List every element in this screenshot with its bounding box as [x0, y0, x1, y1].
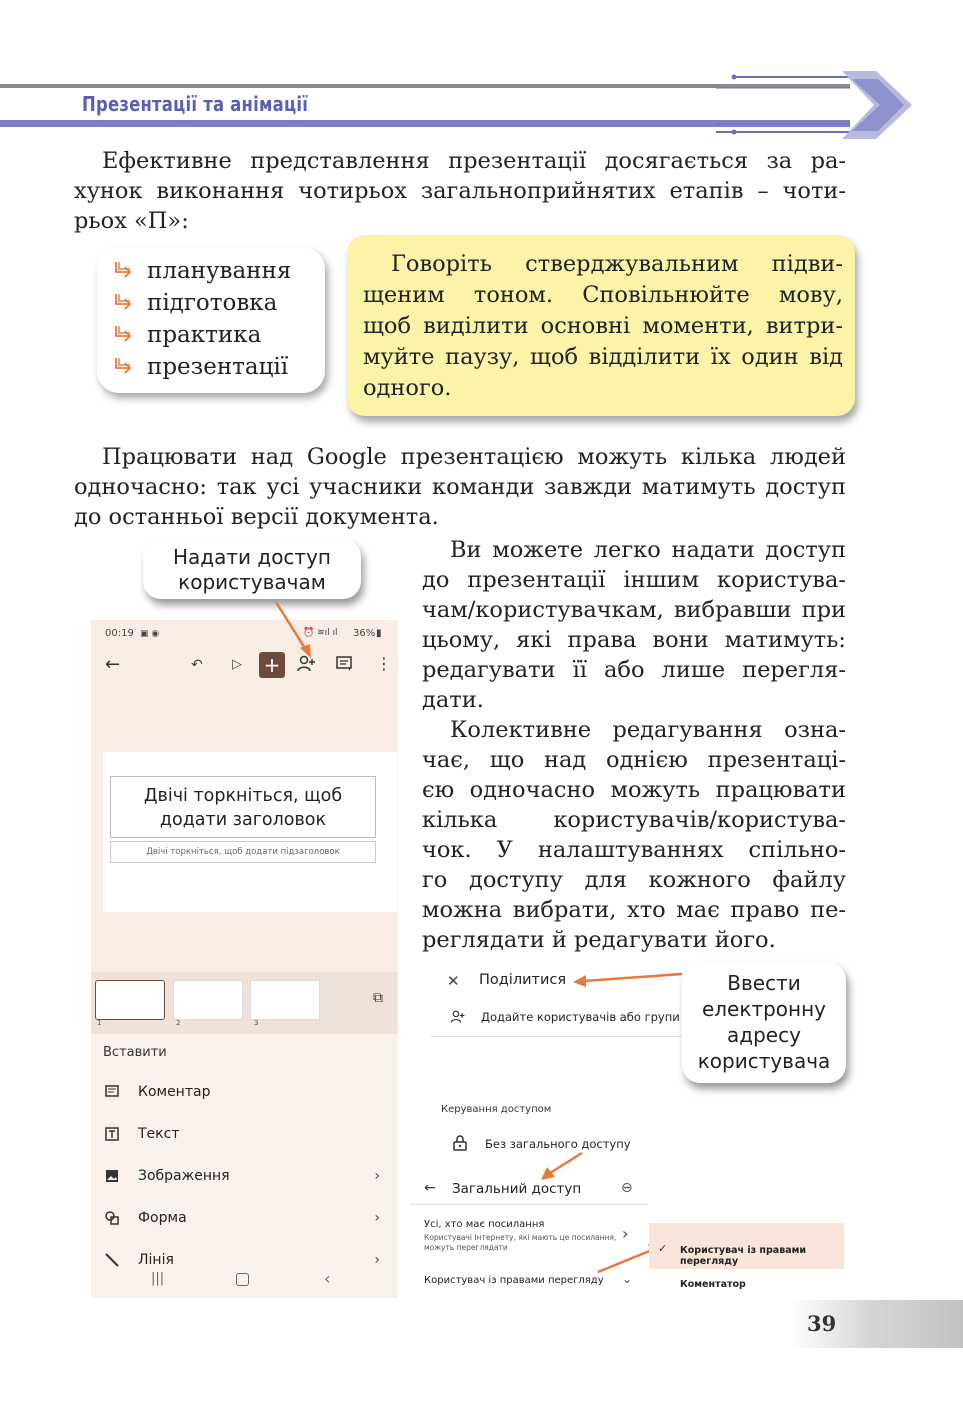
check-icon: ✓	[658, 1242, 668, 1255]
menu-item-shape[interactable]	[91, 1197, 398, 1239]
add-person-icon[interactable]	[449, 1009, 466, 1028]
phone-screenshot	[91, 620, 398, 1298]
chevron-right-icon: ›	[622, 1224, 629, 1243]
share-dialog	[431, 962, 699, 1162]
slide-canvas[interactable]	[103, 752, 397, 912]
header-chevron-icon	[716, 68, 916, 140]
anyone-with-link-description	[424, 1233, 616, 1253]
add-people-input[interactable]: Додайте користувачів або групи	[481, 1010, 680, 1024]
intro-line: хунок виконання чотирьох загальноприйнятих етапів – чоти-	[74, 178, 846, 204]
share-line: можна вибрати, хто має право пе-	[422, 897, 846, 923]
chevron-right-icon: ›	[374, 1252, 380, 1268]
share-line: чає, що над однією презентаці-	[422, 747, 846, 773]
tip-line: щеним тоном. Сповільнюйте мову,	[363, 282, 843, 308]
status-time: 00:19	[105, 628, 134, 639]
recents-icon[interactable]: |||	[151, 1271, 165, 1286]
intro-paragraph	[74, 146, 846, 236]
tip-line: щоб виділити основні моменти, витри-	[363, 313, 843, 339]
lock-icon	[453, 1135, 467, 1155]
share-line: цьому, які права вони матимуть:	[422, 627, 846, 653]
comment-icon[interactable]	[336, 656, 352, 676]
subtitle-placeholder[interactable]: Двічі торкніться, щоб додати підзаголовок	[110, 841, 376, 863]
slide-number: 1	[97, 1019, 102, 1027]
home-icon[interactable]	[236, 1273, 249, 1286]
comment-icon	[105, 1085, 119, 1099]
menu-item-label: Коментар	[138, 1084, 211, 1100]
share-paragraph	[422, 535, 846, 955]
collab-line: одночасно: так усі учасники команди завжди матимуть доступ	[74, 474, 846, 500]
callout-line: Ввести	[727, 971, 801, 995]
tip-line: Говоріть стверджувальним підви-	[391, 251, 843, 277]
chevron-right-icon: ›	[374, 1210, 380, 1226]
callout-enter-email	[682, 962, 846, 1083]
callout-line: Надати доступ	[172, 545, 331, 569]
page-number: 39	[807, 1311, 837, 1336]
share-line: Колективне редагування озна-	[450, 717, 846, 743]
battery-level: 36%	[353, 628, 376, 639]
callout-line: адресу	[727, 1023, 801, 1047]
share-line: до презентації іншим користува-	[422, 567, 846, 593]
bullet-arrow-icon	[111, 355, 135, 379]
menu-item-comment[interactable]	[91, 1071, 398, 1113]
stage-label: планування	[147, 258, 292, 284]
menu-item-label: Текст	[138, 1126, 180, 1142]
divider	[410, 1204, 648, 1205]
slide-number: 3	[254, 1019, 259, 1027]
back-arrow-icon[interactable]: ←	[105, 654, 121, 675]
stages-list-box	[97, 247, 325, 393]
line-icon	[105, 1253, 119, 1267]
description-line: можуть переглядати	[424, 1243, 508, 1252]
intro-line: Ефективне представлення презентації досягається за ра-	[102, 148, 846, 174]
slide-thumbnail[interactable]	[95, 980, 165, 1020]
back-nav-icon[interactable]: ‹	[324, 1269, 331, 1288]
battery-icon: ▮	[376, 628, 382, 639]
menu-item-label: Лінія	[138, 1252, 174, 1268]
share-line: го доступу для кожного файлу	[422, 867, 846, 893]
text-box-icon	[105, 1127, 119, 1141]
signal-icon: ⏰ ≋ıl ıl	[303, 628, 338, 638]
insert-plus-button[interactable]: +	[259, 652, 285, 678]
callout-line: користувача	[697, 1049, 831, 1073]
share-line: єю одночасно можуть працювати	[422, 777, 846, 803]
role-option-viewer[interactable]: Користувач із правами перегляду	[680, 1245, 807, 1267]
list-item	[111, 287, 325, 319]
menu-item-image[interactable]	[91, 1155, 398, 1197]
tip-line: одного.	[363, 375, 452, 401]
slide-number: 2	[176, 1019, 181, 1027]
section-title: Презентації та анімації	[82, 92, 309, 116]
restricted-access-option[interactable]: Без загального доступу	[485, 1137, 631, 1151]
collab-line: до останньої версії документа.	[74, 504, 439, 530]
thumbnail-strip	[91, 972, 398, 1034]
anyone-with-link-option[interactable]: Усі, хто має посилання	[424, 1219, 545, 1230]
list-item	[111, 255, 325, 287]
link-icon[interactable]: ⊖	[621, 1180, 633, 1196]
callout-line: користувачам	[178, 570, 326, 594]
bullet-arrow-icon	[111, 291, 135, 315]
title-placeholder-line: Двічі торкніться, щоб	[143, 786, 343, 806]
title-placeholder-line: додати заголовок	[159, 810, 327, 830]
slide-thumbnail[interactable]	[173, 980, 243, 1020]
share-line: реглядати й редагувати його.	[422, 927, 776, 953]
share-line: дати.	[422, 687, 484, 713]
role-dropdown[interactable]: Користувач із правами перегляду	[424, 1275, 604, 1286]
play-icon[interactable]: ▷	[232, 657, 242, 672]
share-line: чам/користувачкам, вибравши при	[422, 597, 846, 623]
pointer-arrow-icon	[538, 1149, 586, 1183]
general-access-panel	[410, 1168, 648, 1298]
add-slide-icon[interactable]: ⧉	[373, 990, 383, 1006]
share-line: Ви можете легко надати доступ	[450, 537, 846, 563]
chevron-down-icon[interactable]: ⌄	[622, 1272, 633, 1286]
menu-item-label: Форма	[138, 1210, 187, 1226]
share-line: кілька користувачів/користува-	[422, 807, 846, 833]
description-line: Користувачі Інтернету, які мають це посилання,	[424, 1233, 617, 1242]
image-icon	[105, 1169, 119, 1183]
stage-label: практика	[147, 322, 262, 348]
pointer-arrow-icon	[270, 598, 320, 660]
undo-icon[interactable]: ↶	[191, 657, 203, 673]
intro-line: рьох «П»:	[74, 208, 189, 234]
menu-item-label: Зображення	[138, 1168, 230, 1184]
bullet-arrow-icon	[111, 323, 135, 347]
tip-line: муйте паузу, щоб відділити їх один від	[363, 344, 843, 370]
role-option-commenter[interactable]: Коментатор	[680, 1279, 746, 1290]
list-item	[111, 351, 325, 383]
status-icons: ▣ ◉	[140, 629, 160, 639]
share-dialog-title: Поділитися	[479, 972, 567, 988]
close-icon[interactable]: ✕	[447, 972, 460, 990]
divider	[431, 1036, 699, 1037]
general-access-title: Загальний доступ	[452, 1181, 582, 1197]
callout-line: електронну	[701, 997, 827, 1021]
share-line: чок. У налаштуваннях спільно-	[422, 837, 846, 863]
chevron-right-icon: ›	[374, 1168, 380, 1184]
share-line: редагувати її або лише перегля-	[422, 657, 846, 683]
stage-label: підготовка	[147, 290, 278, 316]
callout-share-access	[143, 539, 361, 599]
collab-paragraph	[74, 442, 846, 532]
menu-item-text[interactable]	[91, 1113, 398, 1155]
stage-label: презентації	[147, 354, 289, 380]
access-heading: Керування доступом	[441, 1104, 552, 1115]
role-menu	[649, 1223, 844, 1298]
shape-icon	[105, 1211, 119, 1225]
slide-thumbnail[interactable]	[250, 980, 320, 1020]
more-vert-icon[interactable]: ⋮	[376, 654, 392, 673]
pointer-arrow-icon	[570, 968, 688, 988]
list-item	[111, 319, 325, 351]
back-arrow-icon[interactable]: ←	[424, 1180, 436, 1196]
tip-note	[347, 235, 855, 416]
title-placeholder[interactable]	[110, 776, 376, 838]
system-nav-bar	[91, 1270, 398, 1298]
bullet-arrow-icon	[111, 259, 135, 283]
insert-menu-heading: Вставити	[103, 1045, 167, 1060]
collab-line: Працювати над Google презентацією можуть кілька людей	[102, 444, 846, 470]
